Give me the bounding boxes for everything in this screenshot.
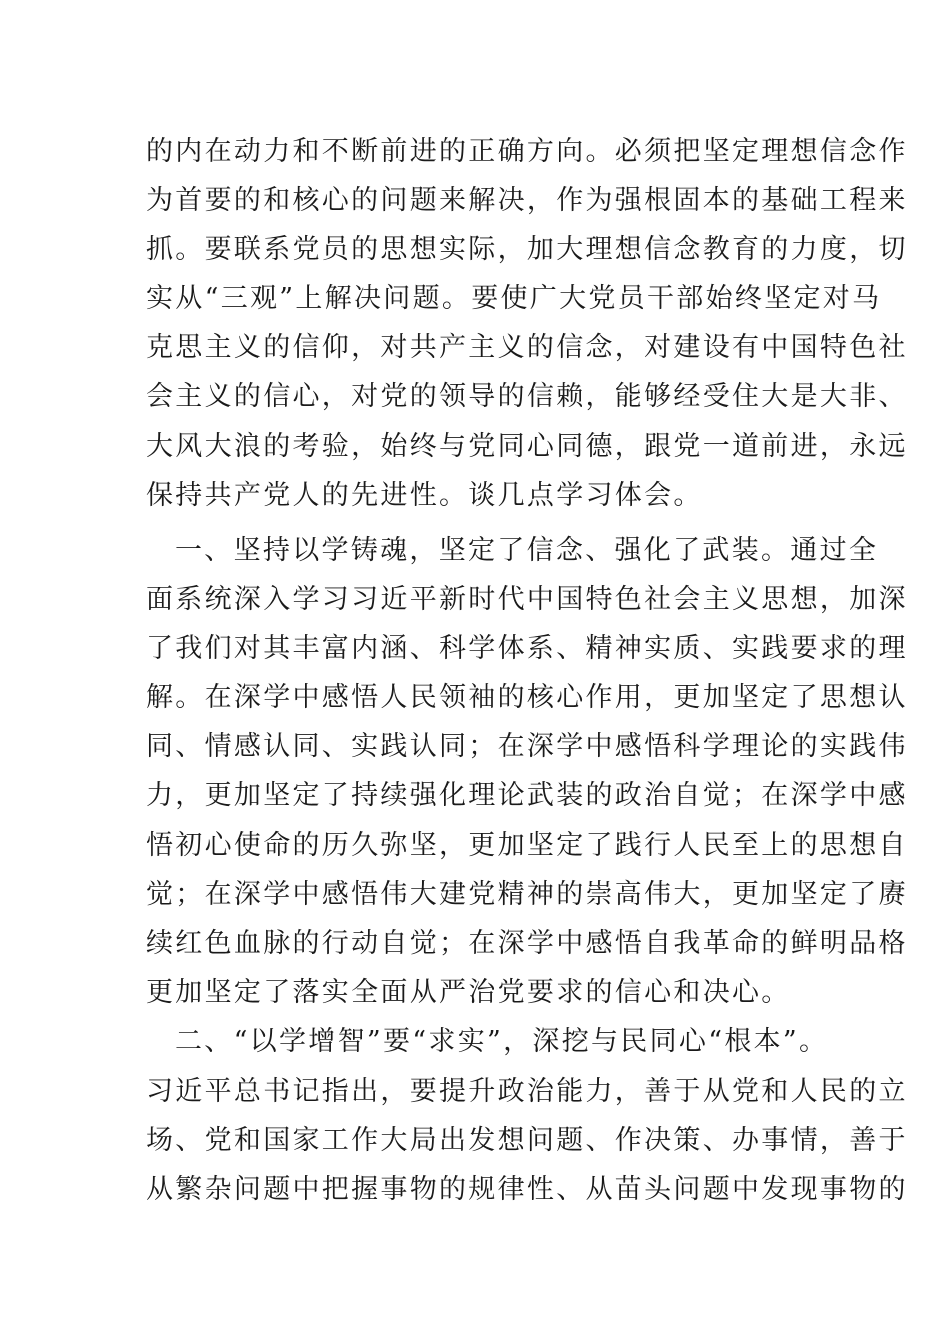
text-line: 面系统深入学习习近平新时代中国特色社会主义思想，加深 [146,584,908,615]
text-line: 实从“三观”上解决问题。要使广大党员干部始终坚定对马 [146,283,882,314]
text-line: 续红色血脉的行动自觉；在深学中感悟自我革命的鲜明品格 [146,928,908,959]
text-line: 保持共产党人的先进性。谈几点学习体会。 [146,480,703,511]
text-line: 会主义的信心，对党的领导的信赖，能够经受住大是大非、 [146,381,908,412]
text-line: 从繁杂问题中把握事物的规律性、从苗头问题中发现事物的 [146,1174,908,1205]
text-line: 更加坚定了落实全面从严治党要求的信心和决心。 [146,977,791,1008]
text-line: 同、情感认同、实践认同；在深学中感悟科学理论的实践伟 [146,731,908,762]
paragraph-heading: 一、坚持以学铸魂，坚定了信念、强化了武装。通过全 [175,535,879,566]
text-line: 觉；在深学中感悟伟大建党精神的崇高伟大，更加坚定了赓 [146,879,908,910]
text-line: 抓。要联系党员的思想实际，加大理想信念教育的力度，切 [146,234,908,265]
text-line: 的内在动力和不断前进的正确方向。必须把坚定理想信念作 [146,136,908,167]
text-line: 为首要的和核心的问题来解决，作为强根固本的基础工程来 [146,185,908,216]
text-line: 场、党和国家工作大局出发想问题、作决策、办事情，善于 [146,1125,908,1156]
text-line: 悟初心使命的历久弥坚，更加坚定了践行人民至上的思想自 [146,830,908,861]
text-line: 习近平总书记指出，要提升政治能力，善于从党和人民的立 [146,1076,908,1107]
text-line: 大风大浪的考验，始终与党同心同德，跟党一道前进，永远 [146,431,908,462]
text-line: 克思主义的信仰，对共产主义的信念，对建设有中国特色社 [146,332,908,363]
paragraph-heading: 二、“以学增智”要“求实”，深挖与民同心“根本”。 [175,1026,829,1057]
text-line: 了我们对其丰富内涵、科学体系、精神实质、实践要求的理 [146,633,908,664]
text-line: 解。在深学中感悟人民领袖的核心作用，更加坚定了思想认 [146,682,908,713]
text-line: 力，更加坚定了持续强化理论武装的政治自觉；在深学中感 [146,780,908,811]
